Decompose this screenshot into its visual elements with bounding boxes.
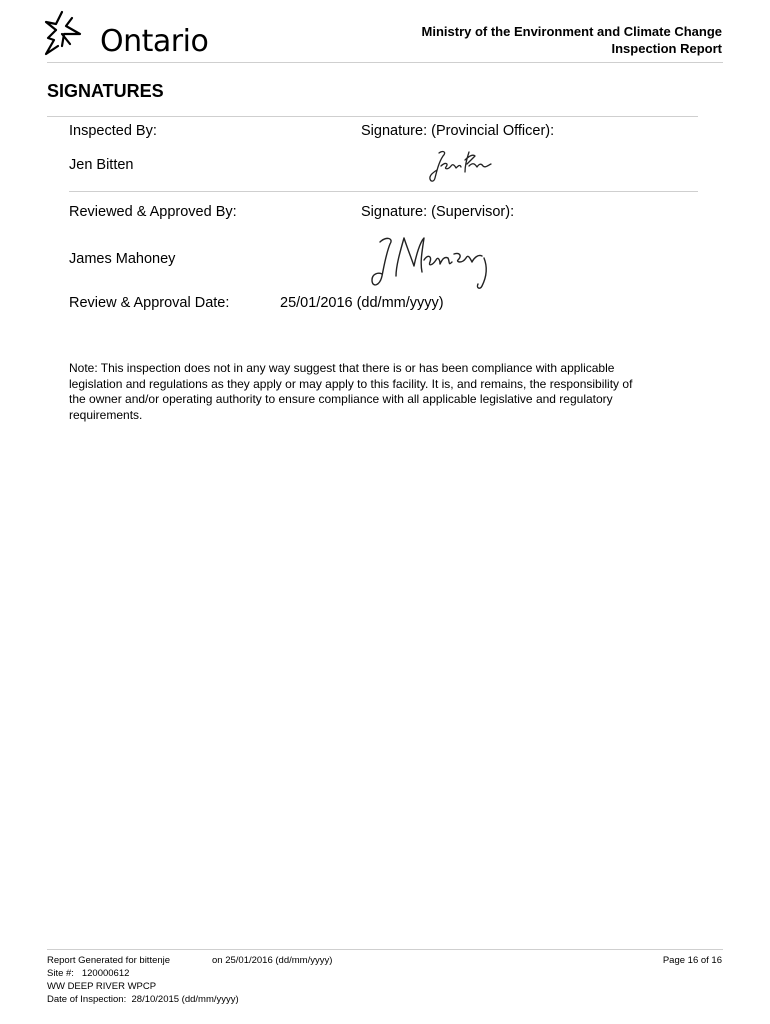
provincial-officer-signature [425,148,497,186]
row-divider [69,191,698,192]
review-date-value: 25/01/2016 (dd/mm/yyyy) [280,295,444,311]
review-date-label: Review & Approval Date: [69,295,230,311]
footer-inspection-date-value: 28/10/2015 (dd/mm/yyyy) [131,994,239,1005]
section-title: SIGNATURES [47,81,164,101]
reviewed-approved-label: Reviewed & Approved By: [69,204,237,220]
supervisor-signature [368,232,498,294]
footer-site-number: 120000612 [81,968,130,979]
supervisor-signature-label: Signature: (Supervisor): [361,204,515,220]
provincial-signature-label: Signature: (Provincial Officer): [361,123,555,139]
footer-site-label: Site #: [47,968,74,979]
ontario-wordmark: Ontario [100,24,209,59]
inspected-by-label: Inspected By: [69,123,157,139]
footer-page-number: Page 16 of 16 [662,955,722,966]
footer-generated-for: Report Generated for bittenje [47,955,171,966]
footer-inspection-date [47,994,239,1007]
signatures-top-rule [47,116,698,117]
header-rule [47,62,723,63]
footer-rule [47,949,723,950]
report-type: Inspection Report [611,41,722,56]
ministry-name: Ministry of the Environment and Climate Change [421,24,722,39]
reviewer-name: James Mahoney [69,251,176,267]
inspector-name: Jen Bitten [69,157,134,173]
compliance-note: Note: This inspection does not in any way suggest that there is or has been compliance with applicable legislation and regulations as they apply or may apply to this facility. It is, and remains, the responsibility of the owner and/or operating authority to ensure compliance with all applicable legislative and regulatory requirements. [69,361,633,422]
footer-site [47,968,129,981]
document-header [422,23,722,57]
footer-inspection-date-label: Date of Inspection: [47,994,127,1005]
footer-facility: WW DEEP RIVER WPCP [47,981,157,992]
footer-generated-on: on 25/01/2016 (dd/mm/yyyy) [212,955,333,966]
